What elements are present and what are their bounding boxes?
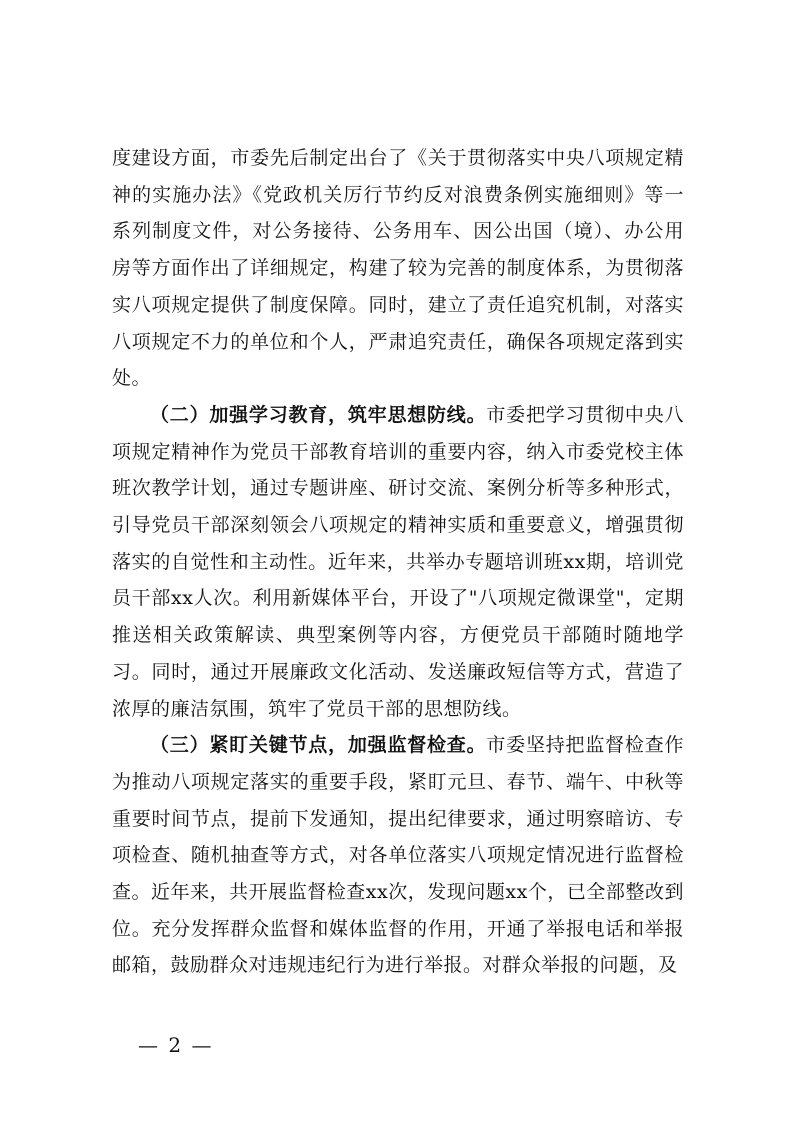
page-number: — 2 — [138, 1033, 214, 1057]
section-2-body: 市委把学习贯彻中央八项规定精神作为党员干部教育培训的重要内容，纳入市委党校主体班次教学计划，通过专题讲座、研讨交流、案例分析等多种形式，引导党员干部深刻领会八项规定的精神实质和重要意义，增强贯彻落实的自觉性和主动性。近年来，共举办专题培训班xx期，培训党员干部xx人次。利用新媒体平台，开设了"八项规定微课堂"，定期推送相关政策解读、典型案例等内容，方便党员干部随时随地学习。同时，通过开展廉政文化活动、发送廉政短信等方式，营造了浓厚的廉洁氛围，筑牢了党员干部的思想防线。 [112, 403, 684, 720]
paragraph-section-3 [112, 727, 684, 984]
section-2-heading: （二）加强学习教育，筑牢思想防线。 [150, 403, 487, 426]
paragraph-continuation [112, 140, 684, 397]
document-body [112, 140, 684, 984]
paragraph-section-2 [112, 397, 684, 727]
paragraph-1-body: 度建设方面，市委先后制定出台了《关于贯彻落实中央八项规定精神的实施办法》《党政机关厉行节约反对浪费条例实施细则》等一系列制度文件，对公务接待、公务用车、因公出国（境）、办公用房等方面作出了详细规定，构建了较为完善的制度体系，为贯彻落实八项规定提供了制度保障。同时，建立了责任追究机制，对落实八项规定不力的单位和个人，严肃追究责任，确保各项规定落到实处。 [112, 147, 684, 390]
section-3-body: 市委坚持把监督检查作为推动八项规定落实的重要手段，紧盯元旦、春节、端午、中秋等重要时间节点，提前下发通知，提出纪律要求，通过明察暗访、专项检查、随机抽查等方式，对各单位落实八项规定情况进行监督检查。近年来，共开展监督检查xx次，发现问题xx个，已全部整改到位。充分发挥群众监督和媒体监督的作用，开通了举报电话和举报邮箱，鼓励群众对违规违纪行为进行举报。对群众举报的问题，及 [112, 734, 684, 977]
section-3-heading: （三）紧盯关键节点，加强监督检查。 [150, 734, 487, 757]
